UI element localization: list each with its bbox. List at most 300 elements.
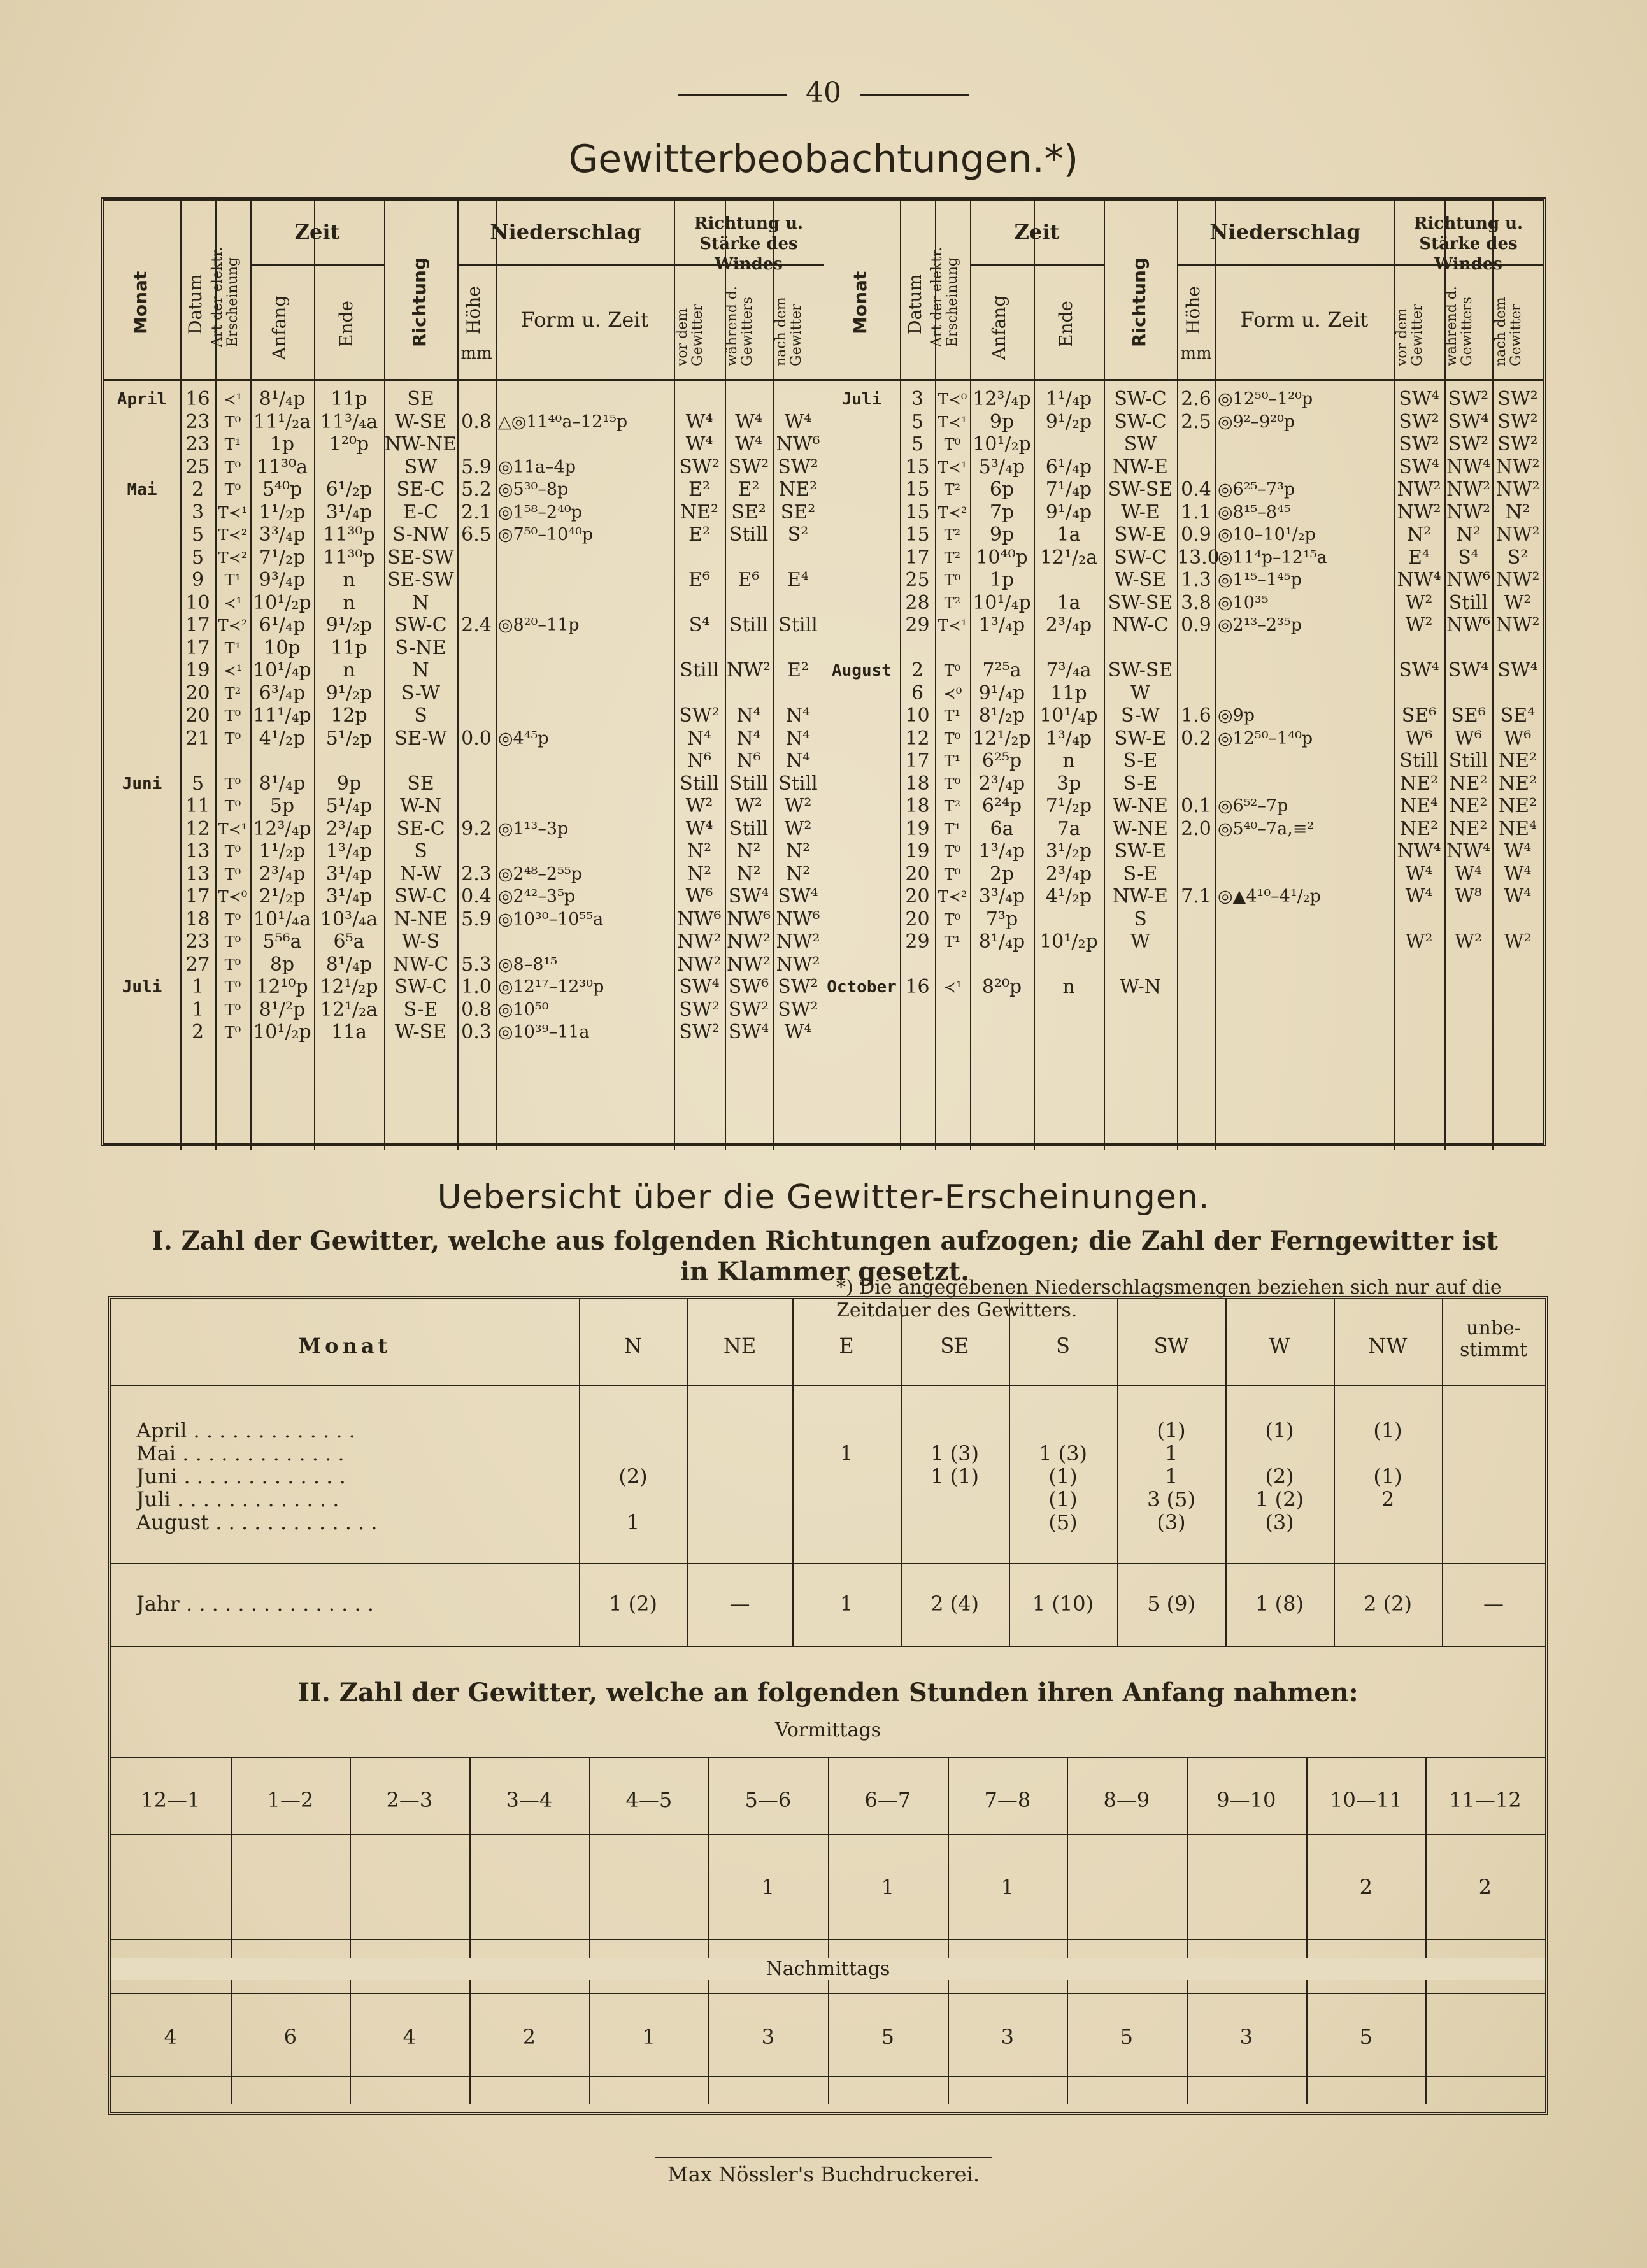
left-cell-w: SW⁶ (728, 976, 769, 998)
table-row (824, 750, 1543, 772)
right-cell-w: W² (1455, 931, 1482, 953)
right-cell-n: NW² (1495, 455, 1540, 478)
left-cell-w: E² (738, 478, 760, 501)
observations-right-half (824, 201, 1543, 1143)
left-cell-s: 10¹/₄a (253, 908, 311, 931)
right-cell-w: NE² (1449, 772, 1488, 795)
left-cell-r: SE-C (396, 478, 445, 501)
left-cell-d: 13 (185, 840, 210, 862)
left-cell-r: SE (407, 388, 434, 410)
left-cell-s: 8¹/₄p (259, 772, 306, 795)
right-header-waehrend: während d. Gewitters (1443, 286, 1475, 366)
right-cell-d: 20 (905, 862, 930, 885)
left-cell-s: 5⁴⁰p (262, 478, 303, 501)
right-cell-s: 9p (989, 410, 1015, 433)
right-cell-a: T² (944, 526, 961, 544)
right-cell-v: NW² (1397, 478, 1441, 501)
left-cell-h: 1.0 (461, 976, 492, 998)
right-cell-e: 2³/₄p (1045, 862, 1092, 885)
right-cell-a: T⁰ (944, 865, 961, 883)
left-cell-w: Still (729, 614, 769, 636)
right-cell-d: 19 (905, 840, 930, 862)
right-cell-a: T≺¹ (938, 458, 967, 476)
right-cell-v: W² (1405, 591, 1433, 614)
left-cell-v: NW² (677, 953, 722, 976)
left-cell-d: 3 (191, 501, 204, 524)
right-cell-a: T² (944, 797, 961, 815)
left-cell-r: NW-C (392, 953, 449, 976)
right-cell-s: 8¹/₂p (978, 704, 1025, 727)
right-cell-s: 1p (989, 569, 1015, 591)
left-cell-v: E⁶ (688, 569, 710, 591)
left-cell-d: 23 (185, 931, 210, 953)
left-cell-v: N⁴ (687, 727, 712, 750)
dir-jahr-value: 1 (2) (609, 1592, 657, 1616)
table-row (824, 615, 1543, 636)
left-cell-d: 2 (191, 478, 204, 501)
left-cell-s: 11¹/₄p (253, 704, 311, 727)
table-row (824, 954, 1543, 976)
right-cell-h: 1.1 (1181, 501, 1211, 524)
left-cell-n: N⁴ (785, 727, 811, 750)
right-cell-d: 12 (905, 727, 930, 750)
left-cell-s: 10p (264, 636, 301, 659)
hours-mid-line (111, 1834, 1545, 1835)
left-cell-w: W² (735, 795, 762, 817)
right-header-mm: mm (1180, 344, 1212, 363)
left-cell-f: ◎1⁵⁸–2⁴⁰p (498, 502, 582, 522)
dir-month-label: Juli . . . . . . . . . . . . . (136, 1487, 339, 1511)
left-cell-d: 19 (185, 659, 210, 681)
left-wind-underline (674, 264, 824, 266)
left-cell-v: W⁴ (685, 433, 713, 455)
left-cell-r: W-SE (394, 410, 447, 433)
right-cell-w: S⁴ (1458, 546, 1479, 569)
left-cell-f: ◎8–8¹⁵ (498, 954, 558, 974)
right-cell-r: S (1134, 908, 1147, 931)
left-cell-a: ≺¹ (223, 594, 243, 612)
table-row (104, 976, 824, 998)
table-row (824, 411, 1543, 433)
right-header-ende: Ende (1055, 301, 1076, 347)
right-cell-v: SW⁴ (1399, 455, 1439, 478)
dir-header-sw: SW (1153, 1334, 1189, 1358)
observations-left-half (104, 201, 824, 1143)
left-cell-n: S² (787, 524, 809, 546)
right-cell-r: SW-E (1114, 840, 1167, 862)
left-cell-e: 3¹/₄p (325, 862, 373, 885)
overview-title: Uebersicht über die Gewitter-Erscheinungen. (437, 1178, 1210, 1216)
left-cell-e: 3¹/₄p (325, 501, 373, 524)
right-cell-n: SW⁴ (1497, 659, 1538, 681)
right-cell-s: 7³p (985, 908, 1018, 931)
right-cell-n: W⁴ (1504, 862, 1532, 885)
right-cell-h: 0.2 (1181, 727, 1211, 750)
table-row (104, 705, 824, 727)
left-cell-a: T≺² (218, 526, 248, 544)
right-cell-d: 15 (905, 455, 930, 478)
right-cell-h: 1.3 (1181, 569, 1211, 591)
right-cell-s: 9p (989, 524, 1015, 546)
table-row (104, 660, 824, 681)
right-cell-w: N² (1456, 524, 1481, 546)
right-cell-f: ◎9²–9²⁰p (1218, 411, 1295, 432)
left-cell-r: SW-C (394, 614, 447, 636)
right-cell-n: W² (1504, 591, 1532, 614)
left-cell-s: 3³/₄p (259, 524, 306, 546)
left-cell-s: 7¹/₂p (259, 546, 306, 569)
pm-count: 3 (761, 2025, 774, 2049)
left-nied-underline (457, 264, 674, 266)
left-header-hoehe: Höhe (463, 286, 484, 334)
left-cell-n: SW² (778, 998, 818, 1021)
dir-value: (1) (1373, 1418, 1402, 1443)
table-row (824, 479, 1543, 501)
right-cell-d: 5 (911, 433, 924, 455)
section2-title: II. Zahl der Gewitter, welche an folgenden Stunden ihren Anfang nahmen: (297, 1678, 1358, 1708)
right-cell-a: T² (944, 548, 961, 567)
left-cell-n: NW² (776, 953, 820, 976)
right-cell-s: 1³/₄p (978, 840, 1025, 862)
right-header-wind: Richtung u. Stärke des Windes (1413, 214, 1523, 274)
right-cell-w: NW⁶ (1446, 569, 1491, 591)
table-row (104, 683, 824, 704)
left-header-art: Art der elektr. Erscheinung (209, 246, 241, 347)
printer-note: Max Nössler's Buchdruckerei. (0, 2162, 1647, 2186)
right-cell-a: T⁰ (944, 910, 961, 929)
dir-header-se: SE (940, 1334, 969, 1358)
left-cell-v: NE² (680, 501, 719, 524)
am-count: 1 (881, 1875, 894, 1899)
right-cell-e: 4¹/₂p (1045, 885, 1092, 908)
right-cell-h: 2.0 (1181, 817, 1211, 840)
left-cell-w: W⁴ (735, 410, 762, 433)
right-cell-f: ◎12⁵⁰–1⁴⁰p (1218, 728, 1313, 748)
table-row (824, 638, 1543, 659)
left-cell-f: △◎11⁴⁰a–12¹⁵p (498, 411, 628, 432)
right-cell-v: NW⁴ (1397, 569, 1441, 591)
left-cell-w: SW⁴ (728, 1021, 769, 1043)
right-cell-v: W² (1405, 614, 1433, 636)
left-cell-h: 0.0 (461, 727, 492, 750)
left-cell-w: W⁴ (735, 433, 762, 455)
right-header-art: Art der elektr. Erscheinung (929, 246, 960, 347)
left-cell-f: ◎10³⁰–10⁵⁵a (498, 909, 604, 929)
left-cell-e: 11p (331, 636, 367, 659)
left-cell-e: 3¹/₄p (325, 885, 373, 908)
left-cell-r: W-S (401, 931, 440, 953)
left-cell-n: SW² (778, 455, 818, 478)
right-cell-s: 8¹/₄p (978, 931, 1025, 953)
left-cell-e: 2³/₄p (325, 817, 373, 840)
right-cell-a: T¹ (944, 752, 961, 770)
right-cell-a: T¹ (944, 933, 961, 951)
right-header-niederschlag: Niederschlag (1209, 220, 1361, 244)
right-cell-r: W-NE (1113, 817, 1168, 840)
table-row (104, 999, 824, 1021)
left-cell-e: 9p (336, 772, 362, 795)
left-cell-d: 9 (191, 569, 204, 591)
right-cell-n: W² (1504, 931, 1532, 953)
left-cell-n: W² (784, 795, 812, 817)
left-cell-w: Still (729, 817, 769, 840)
left-cell-a: T⁰ (224, 955, 241, 974)
left-cell-n: N⁴ (785, 750, 811, 772)
left-cell-s: 8p (269, 953, 295, 976)
right-cell-f: ◎2¹³–2³⁵p (1218, 615, 1302, 635)
left-cell-f: ◎7⁵⁰–10⁴⁰p (498, 525, 594, 545)
right-cell-v: N² (1406, 524, 1432, 546)
left-header-form: Form u. Zeit (520, 308, 649, 332)
dir-value: 1 (626, 1510, 640, 1534)
table-row (104, 524, 824, 546)
right-cell-e: 1a (1057, 524, 1081, 546)
right-cell-w: SW⁴ (1448, 410, 1489, 433)
dir-jahr-value: 5 (9) (1147, 1592, 1195, 1616)
table-row (824, 773, 1543, 795)
dir-header-s: S (1056, 1334, 1070, 1358)
left-cell-v: S⁴ (688, 614, 710, 636)
dir-month-label: August . . . . . . . . . . . . . (136, 1510, 378, 1534)
left-cell-e: 11³⁰p (323, 546, 375, 569)
left-cell-v: SW² (679, 998, 720, 1021)
right-cell-v: NE² (1399, 772, 1439, 795)
left-cell-a: T¹ (224, 436, 241, 453)
dir-header-nw: NW (1368, 1334, 1408, 1358)
hour-label: 5—6 (745, 1788, 792, 1812)
right-cell-n: NE² (1498, 750, 1537, 772)
left-cell-e: 11³⁰p (323, 524, 375, 546)
left-cell-d: 2 (191, 1021, 204, 1043)
dir-jahr-value: 1 (839, 1592, 853, 1616)
right-cell-s: 8²⁰p (981, 976, 1022, 998)
left-cell-f: ◎2⁴⁸–2⁵⁵p (498, 864, 582, 884)
right-cell-d: 17 (905, 546, 930, 569)
right-cell-v: SW² (1399, 433, 1439, 455)
right-cell-a: T² (944, 481, 961, 499)
right-cell-e: 1a (1057, 591, 1081, 614)
left-cell-h: 2.1 (461, 501, 492, 524)
right-cell-d: 10 (905, 704, 930, 727)
right-cell-n: SW² (1497, 388, 1538, 410)
left-cell-e: 11p (331, 388, 367, 410)
left-cell-e: 12¹/₂a (320, 998, 378, 1021)
right-cell-h: 0.9 (1181, 524, 1211, 546)
left-cell-d: 16 (185, 388, 210, 410)
hour-label: 12—1 (141, 1788, 201, 1812)
right-cell-s: 12³/₄p (973, 388, 1031, 410)
dir-value: 1 (1164, 1464, 1178, 1488)
right-cell-f: ◎9p (1218, 706, 1255, 725)
pm-count: 2 (522, 2025, 536, 2049)
table-row (824, 457, 1543, 478)
right-cell-v: SW² (1399, 410, 1439, 433)
left-cell-e: 12¹/₂p (320, 976, 378, 998)
right-cell-s: 3³/₄p (978, 885, 1025, 908)
table-row (824, 660, 1543, 681)
right-cell-v: E⁴ (1408, 546, 1430, 569)
right-header (824, 201, 1543, 381)
right-cell-e: 7a (1057, 817, 1081, 840)
dir-value: (1) (1265, 1418, 1294, 1443)
dir-bottom-line (111, 1646, 1545, 1647)
left-cell-w: N⁴ (736, 727, 761, 750)
right-cell-d: 25 (905, 569, 930, 591)
table-row (824, 841, 1543, 862)
right-cell-w: SW⁴ (1448, 659, 1489, 681)
right-cell-a: T² (944, 594, 961, 612)
left-cell-f: ◎2⁴²–3⁵p (498, 887, 576, 906)
right-cell-d: 15 (905, 524, 930, 546)
dir-header-n: N (624, 1334, 642, 1358)
left-cell-r: SE-SW (387, 569, 454, 591)
left-cell-w: N⁴ (736, 704, 761, 727)
left-header-anfang: Anfang (269, 295, 290, 360)
right-cell-d: 28 (905, 591, 930, 614)
right-cell-s: 10¹/₂p (973, 433, 1031, 455)
right-cell-s: 7²⁵a (982, 659, 1022, 681)
dir-value: (3) (1265, 1510, 1294, 1534)
right-cell-f: ◎6²⁵–7³p (1218, 480, 1295, 499)
left-cell-h: 0.3 (461, 1021, 492, 1043)
right-cell-v: SW⁴ (1399, 388, 1439, 410)
table-row (824, 524, 1543, 546)
right-cell-v: Still (1399, 750, 1439, 772)
dir-month-label: Mai . . . . . . . . . . . . . (136, 1441, 345, 1466)
right-cell-r: SW-C (1114, 410, 1167, 433)
right-cell-s: 5³/₄p (978, 455, 1025, 478)
left-cell-h: 0.8 (461, 410, 492, 433)
left-cell-a: T⁰ (224, 910, 241, 929)
right-cell-h: 0.1 (1181, 795, 1211, 817)
right-cell-f: ◎▲4¹⁰–4¹/₂p (1218, 887, 1321, 906)
table-row (104, 818, 824, 840)
dir-value: (2) (1265, 1464, 1294, 1488)
left-cell-a: T⁰ (224, 933, 241, 951)
left-cell-v: NW² (677, 931, 722, 953)
right-cell-w: W⁴ (1455, 862, 1482, 885)
dir-header-line (111, 1385, 1545, 1386)
right-cell-v: SW⁴ (1399, 659, 1439, 681)
dir-jahr-value: 1 (10) (1032, 1592, 1094, 1616)
left-cell-d: 20 (185, 704, 210, 727)
left-cell-h: 5.9 (461, 908, 492, 931)
left-cell-r: S-NE (395, 636, 446, 659)
right-cell-d: 5 (911, 410, 924, 433)
table-row (104, 750, 824, 772)
left-cell-s: 10¹/₄p (253, 659, 311, 681)
left-header-datum: Datum (184, 274, 206, 334)
left-cell-s: 2³/₄p (259, 862, 306, 885)
right-cell-w: W⁸ (1455, 885, 1482, 908)
left-cell-v: W⁴ (685, 817, 713, 840)
hour-label: 10—11 (1330, 1788, 1402, 1812)
left-header-mm: mm (460, 344, 492, 363)
right-cell-v: NW⁴ (1397, 840, 1441, 862)
right-cell-f: ◎5⁴⁰–7a,≡² (1218, 818, 1315, 839)
left-cell-d: 18 (185, 908, 210, 931)
right-cell-m: October (827, 978, 897, 997)
pm-count: 5 (1359, 2025, 1372, 2049)
right-cell-s: 6p (989, 478, 1015, 501)
right-cell-e: n (1062, 750, 1075, 772)
left-cell-v: Still (680, 659, 719, 681)
dir-jahr-value: — (1483, 1592, 1504, 1616)
hour-label: 3—4 (506, 1788, 553, 1812)
left-cell-n: NE² (778, 478, 818, 501)
left-cell-d: 27 (185, 953, 210, 976)
left-header-vor: vor dem Gewitter (674, 304, 706, 366)
right-cell-s: 10¹/₄p (973, 591, 1031, 614)
left-cell-n: SW² (778, 976, 818, 998)
left-cell-m: Mai (127, 480, 157, 499)
left-cell-s: 6³/₄p (259, 681, 306, 704)
right-cell-h: 0.9 (1181, 614, 1211, 636)
right-cell-n: N² (1505, 501, 1530, 524)
right-cell-h: 2.6 (1181, 388, 1211, 410)
left-cell-a: T⁰ (224, 865, 241, 883)
section1-title: I. Zahl der Gewitter, welche aus folgenden Richtungen aufzogen; die Zahl der Ferngewitter ist in Klammer gesetzt. (152, 1226, 1498, 1287)
right-cell-r: S-E (1123, 862, 1158, 885)
right-cell-d: 19 (905, 817, 930, 840)
right-cell-r: NW-C (1112, 614, 1169, 636)
left-cell-v: SW² (679, 704, 720, 727)
table-row (104, 434, 824, 455)
hour-label: 4—5 (625, 1788, 673, 1812)
dir-value: 1 (839, 1441, 853, 1466)
left-cell-d: 21 (185, 727, 210, 750)
dir-header-w: W (1269, 1334, 1290, 1358)
pm-bottom-line (111, 2076, 1545, 2077)
right-cell-r: S-W (1121, 704, 1160, 727)
right-cell-h: 1.6 (1181, 704, 1211, 727)
right-cell-s: 10⁴⁰p (976, 546, 1028, 569)
left-cell-r: W-SE (394, 1021, 447, 1043)
hour-label: 9—10 (1216, 1788, 1276, 1812)
left-cell-d: 10 (185, 591, 210, 614)
right-cell-d: 15 (905, 478, 930, 501)
left-header-waehrend: während d. Gewitters (724, 286, 755, 366)
left-cell-e: 5¹/₂p (325, 727, 373, 750)
table-row (104, 389, 824, 410)
right-cell-v: W⁶ (1405, 727, 1433, 750)
left-cell-f: ◎5³⁰–8p (498, 480, 569, 499)
left-cell-s: 11³⁰a (256, 455, 308, 478)
table-row (104, 502, 824, 524)
dir-jahr-value: 2 (2) (1364, 1592, 1412, 1616)
right-cell-a: T⁰ (944, 774, 961, 793)
right-cell-w: NW⁶ (1446, 614, 1491, 636)
table-row (104, 954, 824, 976)
right-cell-e: 7¹/₂p (1045, 795, 1092, 817)
table-row (104, 569, 824, 591)
left-cell-n: W² (784, 817, 812, 840)
hour-label: 8—9 (1103, 1788, 1150, 1812)
page-title: Gewitterbeobachtungen.*) (568, 137, 1079, 182)
am-count: 1 (1001, 1875, 1014, 1899)
right-cell-a: ≺¹ (943, 978, 962, 996)
right-cell-s: 2³/₄p (978, 772, 1025, 795)
right-cell-r: SW-E (1114, 524, 1167, 546)
left-cell-a: ≺¹ (223, 662, 243, 680)
right-cell-a: T¹ (944, 707, 961, 725)
left-cell-v: W⁴ (685, 410, 713, 433)
left-cell-r: N-NE (394, 908, 448, 931)
right-cell-w: NW² (1446, 478, 1491, 501)
left-cell-h: 5.3 (461, 953, 492, 976)
dir-value: (2) (618, 1464, 648, 1488)
right-cell-e: 1³/₄p (1045, 727, 1092, 750)
